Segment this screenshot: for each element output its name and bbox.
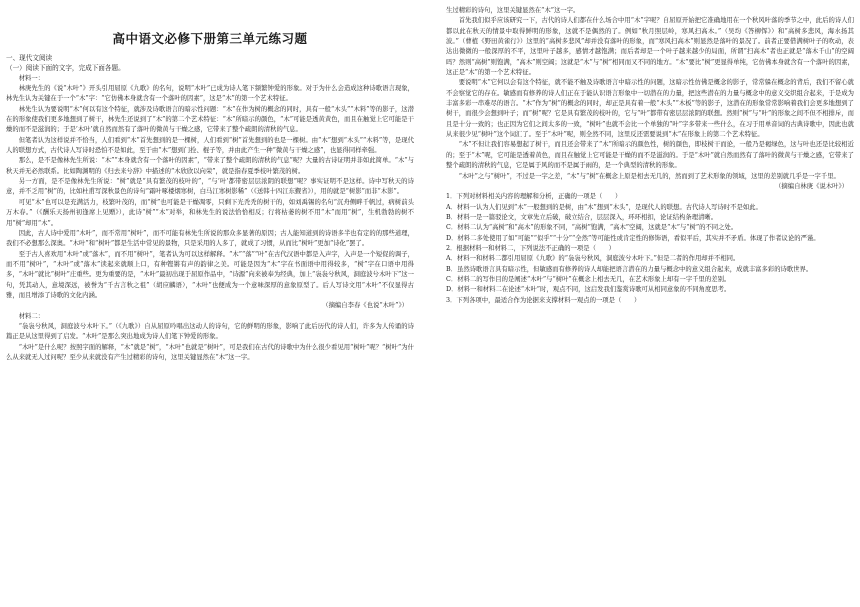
paragraph: 那么，是不是像林先生所说：“木”“本身就含有一个落叶的因素”，“带来了整个疏朗的清秋的气息”呢？大量的古诗证明并非如此简单。“木”与秋天并无必然联系。比如陶渊明的《归去来兮辞》中描述的“木欣欣以向荣”，就是指春夏季枝叶繁茂的树。 — [6, 157, 414, 175]
source-citation: （摘编自李春《也说“木叶”》） — [322, 302, 408, 310]
paragraph: 生过精彩的诗句，这里关键显然在“木”这一字。 — [446, 7, 580, 14]
paragraph: 另一方面，是不是像林先生所说：“树”就是“具有繁茂的枝叶的”，“与‘叶’都带密层层浓阴的联想”呢？事实证明不是这样。诗中写秋天的诗意，并不乏用“树”的，比如杜甫写深秋景色的诗句“霜叶啄楼烟寒树，白马江寒树影稀”（《送韩十四江东觐省》），用的就是“树影”而非“木影”。 — [6, 178, 414, 196]
left-column — [6, 6, 414, 604]
question-option: B．材料一是一篇驳论文，文章先立后破，破立结合，层层深入，环环相扣，论证结构条理清晰。 — [446, 213, 718, 221]
paragraph: 要说明“木”它何以会有这个特征，就不能不触及诗歌语言中暗示性的问题，这暗示性仿佛是概念的影子，常常躲在概念的背后，我们不留心就不会察觉它的存在。敏感而有修养的诗人们正在于能认识语言形象中一切潜在的力量，把这些潜在的力量与概念中的意义交织组合起来，于是成为丰富多彩一串难尽的语言。“木”作为“树”的概念的同时，却正是具有着一般“木头”“木板”等的影子，这潜在的形象常常影响着我们会更多地想到了树干，而很少会想到叶子；而“树”呢？它是具有繁茂的枝叶的，它与“叶”都带有密层层浓阴的联想。然则“树”与“叶”的形象之间不但不相排斥，而且是十分一致的；也正因为它们之间太多的一致，“树叶”也就不会比一个单独的“叶”字多带来一些什么，在习于用单音词的古典诗歌中，因此也就从来很少见“树叶”这个词汇了。至于“木叶”呢，则全然不同，这里反还需要说到“木”在形象上的第二个艺术特征。 — [446, 79, 854, 139]
paragraph: 林先生认为要说明“木”何以有这个特征，就涉及诗歌语言的暗示性问题：“木”在作为树的概念的同时，具有一般“木头”“木料”等的影子，这潜在的形象使我们更多地想到了树干，林先生还说到了“木”的第二个艺术特征：“木”所暗示的颜色，“木”可能是透黄黄色，而且在触觉上它可能是干燥的而不是滋润的；于是‘木叶’就自然而然有了落叶的微黄与干燥之感，它带来了整个疏朗的清秋的气息。 — [6, 105, 414, 134]
question-option: A．材料一和材料二都引用屈原《九歌》的“袅袅兮秋风，洞庭波兮木叶下。”但是二者的作用却并不相同。 — [446, 255, 740, 263]
question-option: C．材料二的写作目的是阐述“木叶”与“树叶”在概念上相去无几，在艺术形象上却有一字千里的差别。 — [446, 275, 731, 283]
section-subheading: （一）阅读下面的文字，完成下面各题。 — [6, 64, 125, 73]
question-option: D．材料二多处使用了如“可能”“似乎”“十分”“全然”等可能性或肯定性的修饰语，看似平后，其实并不矛盾。体现了作者议论的严谨。 — [446, 234, 820, 242]
paragraph: 林庚先生的《说“木叶”》开头引用屈原《九歌》的名句，说明“木叶”已成为诗人笔下频繁钟爱的形象。对于为什么会造成这种诗歌语言现象，林先生认为关键在于一个“木”字：“它仿佛本身就含有一个落叶的因素”，这是“木”的第一个艺术特征。 — [6, 85, 414, 103]
paragraph: 首先我们似乎应该研究一下，古代的诗人们都在什么场合中用“木”字呢？自屈原开始把它准确地用在一个秋风叶落的季节之中，此后的诗人们都以此在秋天的情景中取得鲜明的形象，这就不是偶然的了。例如“秋月照层岭，寒风扫高木。”（吴均《答柳恽》）和“高树多悲风，海水扬其波。”（曹植《野田黄雀行》）这里的“高树多悲风”却并没有落叶的形象，而“寒风扫高木”则显然是落叶的景况了。前者正要借满树叶子的吹动，表达出微微的一般深厚的不平，这里叶子越多，感情才越饱满；而后者却是一个叶子越来越少的局面，所谓“扫高木”者也正就是“落木千山”的空阔吗？然则“高树”则饱满，“高木”则空阔；这就是“木”与“树”相同而又不同的地方。“木”要比“树”更显得单纯，它仿佛本身就含有一个落叶的因素，这正是“木”的第一个艺术特征。 — [446, 17, 854, 77]
right-column — [446, 6, 854, 604]
paragraph: 因此，古人诗中爱用“木叶”，而不常用“树叶”，而不可能有林先生所说的那众多显著的原因；古人能知道到的诗语多半也有定的的那些道理，我们不必想那么深奥。“木叶”和“树叶”都是生活中常见的景物，只是采用的人多了，就成了习惯，从而比“树叶”更加“诗化”罢了。 — [6, 229, 414, 248]
question-option: C．材料二认为“高树”和“高木”的形象不同，“高树”饱满，“高木”空阔，这就是“木”与“树”的不同之处。 — [446, 224, 738, 232]
question-option: A．材料一认为人们见到“木”一般想到的是树，由“木”想到“木头”，是现代人的联想。古代诗人写诗时不是如此。 — [446, 203, 762, 211]
paragraph: “木”不但让我们容易想起了树干，而且还会带来了“木”所暗示的颜色性，树的颜色，即枝树干而论，一般乃是褐绿色，这与叶也还是比较相近的；至于“木”呢，它可能是透着黄色，而且在触觉上它可能是干燥的而不是滋润的。于是“木叶”就自然而然有了落叶的微黄与干燥之感，它带来了整个疏朗的清秋的气息，它是属于风的而不是属于雨的，是一个典型的清秋的形象。 — [446, 141, 854, 170]
paragraph: “木叶”之与“树叶”，不过是一字之差，“木”与“树”在概念上原是相去无几的，然而到了艺术形象的领域，这里的差别就几乎是一字千里。 — [458, 172, 840, 180]
question-stem: 1．下列对材料相关内容的理解和分析，正确的一项是（ ） — [446, 193, 622, 201]
section-heading: 一、现代文阅读 — [6, 54, 53, 62]
source-citation: （摘编自林庚《说木叶》） — [775, 182, 848, 190]
paragraph: “木叶”是什么呢？按照字面的解释，“木”就是“树”，“木叶”也就是“树叶”，可是我们在古代的诗歌中为什么很少看见用“树叶”呢？“树叶”为什么从来就无人过问呢？至少从来就没有产生过精彩的诗句，这里关键显然在“木”这一字。 — [6, 343, 414, 361]
paragraph: 可见“木”也可以是充满活力，枝繁叶茂的，而“树”也可能是干燥凋零，只剩下光秃秃的树干的，如刘禹锡的名句“沉舟侧畔千帆过，病树前头万木春。”（《酬乐天扬州初逢席上见赠》），此诗“树”“木”对举，和林先生的说法恰恰相反；行将枯萎的树不用“木”而用“树”，生机勃勃的树不用“树”却用“木”。 — [6, 198, 414, 227]
page-title: 高中语文必修下册第三单元练习题 — [112, 31, 308, 46]
question-option: B．虽然诗歌语言具有暗示性，但敏感而有修养的诗人却能把语言潜在的力量与概念中的意义组合起来，成就丰富多彩的诗歌世界。 — [446, 265, 813, 273]
question-option: D．材料一和材料二在论述“木叶”时，观点不同，这启发我们鉴赏诗歌可从相同意象的不同角度思考。 — [446, 286, 731, 294]
paragraph: 但笔者认为这样说并不恰当，人们看到“木”首先想到的是一棵树，人们看到“树”首先想到的也是一棵树。由“木”想到“木头”“木料”等，是现代人的联想方式，古代诗人写诗时恐怕不是如此，至于由“木”想到门拴、棍子等，并由此产生一种“微黄与干燥之感”，也显得同样牵强。 — [6, 136, 414, 155]
question-stem: 3．下列各项中，最适合作为论据来支撑材料一观点的一项是（ ） — [446, 296, 641, 304]
paragraph: 至于古人喜欢用“木叶”或“落木”，而不用“树叶”，笔者认为可以这样解释。“木”“落”“叶”在古代汉语中都是入声字，入声是一个短促的调子，而不用“树叶”，“木叶”或“落木”读起来就顺上口，有种铿锵有声的韵律之美。可能是因为“木”字在书面语中用得较多，“树”字在口语中用得多，“木叶”就比“树叶”庄重些。更为重要的是，“木叶”最初出现于屈原作品中，“诗源”向来被奉为经典，加上“袅袅兮秋风，洞庭波兮木叶下”这一句，凭其动人，意境深远，被誉为“千古言秋之祖”（胡应麟语），“木叶”也便成为一个意味深厚的意象原型了。后人写诗文用“木叶”不仅显得古雅，而且增添了诗歌的文化内涵。 — [6, 250, 414, 299]
question-stem: 2．根据材料一和材料二，下列说法不正确的一项是（ ） — [446, 244, 615, 252]
material-label: 材料二： — [18, 312, 45, 320]
material-label: 材料一： — [18, 74, 45, 82]
paragraph: “袅袅兮秋风，洞庭波兮木叶下。”（《九歌》）自从屈原吟唱出这动人的诗句，它的鲜明的形象，影响了此后历代的诗人们，许多为人传诵的诗篇正是从这里得到了启发。“木叶”是那么突出地成为诗人们笔下钟爱的形象。 — [6, 322, 414, 341]
